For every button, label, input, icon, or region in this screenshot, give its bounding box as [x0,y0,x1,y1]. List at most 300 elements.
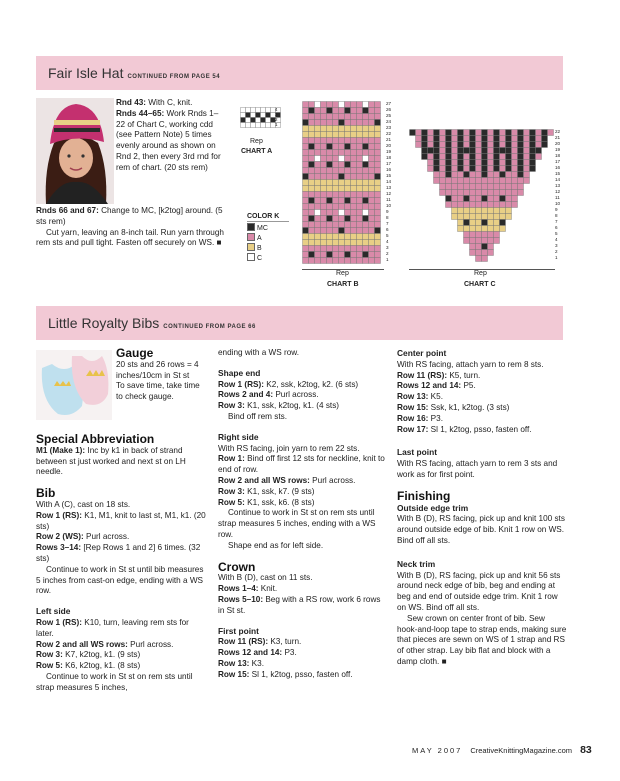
chart-c-cell [428,166,434,172]
chart-c-cell [518,178,524,184]
chart-c-cell [464,184,470,190]
chart-c-cell [470,172,476,178]
chart-b-cell [339,144,345,150]
chart-b-cell [303,198,309,204]
row-number: 3 [555,243,558,248]
row-number: 5 [555,231,558,236]
chart-c-cell [488,214,494,220]
chart-c-cell [452,214,458,220]
chart-b-cell [345,246,351,252]
chart-b-cell [351,204,357,210]
chart-c-cell [470,238,476,244]
chart-b-cell [333,180,339,186]
chart-b-cell [339,150,345,156]
chart-c-cell [428,136,434,142]
chart-c-cell [530,166,536,172]
chart-b-cell [327,246,333,252]
chart-c-cell [524,136,530,142]
chart-c-cell [488,250,494,256]
chart-c-cell [464,136,470,142]
chart-b-cell [363,198,369,204]
chart-c-cell [452,130,458,136]
chart-b-cell [315,216,321,222]
chart-b-cell [369,222,375,228]
chart-b-cell [333,162,339,168]
chart-c-cell [482,232,488,238]
chart-b-cell [369,138,375,144]
chart-b-cell [303,258,309,264]
chart-c-cell [470,196,476,202]
chart-c-cell [440,142,446,148]
chart-b-cell [375,126,381,132]
chart-c-cell [506,130,512,136]
chart-b-cell [363,216,369,222]
chart-c-cell [500,148,506,154]
row-number: 26 [386,107,392,112]
chart-b-cell [357,114,363,120]
chart-c-cell [524,148,530,154]
chart-b-cell [309,204,315,210]
chart-b-cell [363,114,369,120]
chart-c-cell [458,226,464,232]
chart-b-cell [327,102,333,108]
chart-b-cell [375,108,381,114]
chart-c-cell [500,154,506,160]
chart-c-cell [494,208,500,214]
chart-b-cell [333,222,339,228]
chart-c-cell [446,184,452,190]
row-number: 27 [386,101,392,106]
chart-b-cell [303,186,309,192]
chart-a-row-numbers [275,107,278,127]
chart-c-cell [476,178,482,184]
chart-b-cell [345,204,351,210]
chart-b-cell [303,138,309,144]
chart-c-cell [452,178,458,184]
chart-a-cell [251,118,256,123]
chart-b-cell [375,222,381,228]
chart-b-cell [315,198,321,204]
chart-c-cell [506,166,512,172]
chart-b-cell [357,120,363,126]
chart-b-cell [375,162,381,168]
chart-b-cell [357,246,363,252]
chart-b [302,101,384,267]
chart-b-cell [327,228,333,234]
chart-c-cell [464,172,470,178]
chart-b-cell [339,108,345,114]
row-number: 13 [555,183,561,188]
chart-c-cell [440,166,446,172]
chart-c-cell [476,136,482,142]
chart-c-cell [506,178,512,184]
chart-b-cell [327,156,333,162]
row-number: 19 [386,149,392,154]
chart-c-cell [512,190,518,196]
chart-b-cell [345,150,351,156]
chart-b-cell [357,222,363,228]
chart-b-cell [315,228,321,234]
chart-c-cell [524,166,530,172]
chart-b-rep: Rep [336,270,349,277]
chart-b-cell [339,252,345,258]
chart-b-cell [369,132,375,138]
chart-c-cell [458,142,464,148]
chart-a-cell [241,123,246,128]
row-number: 4 [555,237,558,242]
chart-b-cell [303,192,309,198]
row-number: 20 [555,141,561,146]
row-number: 14 [386,179,392,184]
last-point-heading: Last point [397,447,438,458]
chart-a-cell [266,118,271,123]
chart-b-cell [351,150,357,156]
chart-b-cell [357,186,363,192]
chart-c-cell [494,148,500,154]
chart-a-cell [256,118,261,123]
chart-b-cell [363,174,369,180]
chart-b-cell [327,222,333,228]
chart-b-cell [309,222,315,228]
chart-c-cell [446,130,452,136]
chart-c-cell [482,172,488,178]
chart-c-cell [446,166,452,172]
chart-c-cell [464,130,470,136]
chart-b-cell [333,234,339,240]
chart-b-cell [351,192,357,198]
chart-b-cell [351,156,357,162]
chart-c-cell [482,226,488,232]
chart-a-cell [266,113,271,118]
chart-c-cell [440,178,446,184]
bib-heading: Bib [36,486,56,501]
chart-c-cell [422,142,428,148]
chart-b-cell [369,228,375,234]
chart-b-cell [369,216,375,222]
row-number: 8 [386,215,389,220]
chart-c-cell [476,184,482,190]
chart-b-cell [351,234,357,240]
chart-c-cell [488,154,494,160]
chart-c-cell [494,214,500,220]
chart-a-label: CHART A [241,148,273,155]
chart-b-cell [315,234,321,240]
chart-b-cell [339,258,345,264]
chart-b-cell [357,258,363,264]
chart-b-cell [351,174,357,180]
chart-b-cell [321,186,327,192]
row-number: 22 [386,131,392,136]
chart-c-cell [440,184,446,190]
chart-b-cell [375,228,381,234]
chart-b-cell [369,210,375,216]
chart-b-cell [303,228,309,234]
chart-c-cell [488,238,494,244]
chart-b-cell [333,198,339,204]
chart-b-cell [315,114,321,120]
chart-b-cell [357,156,363,162]
chart-c-cell [482,178,488,184]
chart-b-cell [369,120,375,126]
chart-b-cell [315,204,321,210]
chart-c-cell [530,130,536,136]
first-point-heading: First point [218,625,259,636]
chart-b-cell [375,168,381,174]
chart-b-cell [303,168,309,174]
chart-c-cell [488,166,494,172]
chart-c-cell [476,202,482,208]
center-point-heading: Center point [397,348,447,358]
chart-b-cell [369,258,375,264]
chart-b-cell [309,180,315,186]
chart-b-cell [315,210,321,216]
chart-c-cell [506,214,512,220]
chart-c-cell [482,256,488,262]
chart-b-cell [327,144,333,150]
chart-b-cell [321,132,327,138]
chart-b-cell [333,132,339,138]
chart-b-cell [321,192,327,198]
chart-b-cell [321,222,327,228]
chart-c-cell [476,160,482,166]
chart-b-cell [309,132,315,138]
chart-c-cell [488,208,494,214]
row-number: 2 [555,249,558,254]
chart-c-cell [470,142,476,148]
chart-c-cell [416,136,422,142]
chart-a-cell [251,123,256,128]
chart-b-cell [309,120,315,126]
left-side-heading: Left side [36,606,71,617]
chart-b-cell [333,168,339,174]
row-number: 14 [555,177,561,182]
abbr-heading: Special Abbreviation [36,432,155,446]
chart-b-cell [339,156,345,162]
chart-b-cell [357,108,363,114]
chart-c-cell [464,178,470,184]
chart-c-cell [494,220,500,226]
chart-a-cell [261,118,266,123]
chart-b-cell [357,198,363,204]
chart-b-cell [351,168,357,174]
chart-c-cell [512,172,518,178]
chart-b-cell [315,144,321,150]
chart-b-cell [351,102,357,108]
chart-b-cell [327,162,333,168]
key-b: B [247,243,289,253]
chart-b-cell [363,102,369,108]
chart-c-cell [500,196,506,202]
chart-c-cell [410,130,416,136]
chart-c-cell [452,154,458,160]
chart-b-cell [327,168,333,174]
chart-c-cell [494,166,500,172]
chart-c-cell [482,244,488,250]
chart-b-cell [369,252,375,258]
chart-b-cell [351,114,357,120]
chart-c-cell [458,172,464,178]
row-number: 3 [386,245,389,250]
chart-b-cell [309,174,315,180]
chart-b-cell [369,168,375,174]
chart-b-cell [357,204,363,210]
chart-b-cell [333,144,339,150]
chart-b-cell [309,228,315,234]
chart-b-cell [315,168,321,174]
chart-b-cell [339,186,345,192]
row-number: 18 [555,153,561,158]
chart-b-cell [309,114,315,120]
chart-b-cell [321,162,327,168]
chart-b-cell [357,168,363,174]
chart-b-cell [345,252,351,258]
chart-c-cell [416,130,422,136]
chart-c-cell [506,160,512,166]
chart-c-cell [434,178,440,184]
chart-c-cell [446,154,452,160]
chart-c-cell [536,148,542,154]
chart-b-cell [357,240,363,246]
chart-b-cell [339,198,345,204]
chart-b-cell [321,102,327,108]
chart-b-cell [351,138,357,144]
chart-b-cell [375,174,381,180]
chart-b-cell [309,102,315,108]
chart-b-cell [303,222,309,228]
row-number: 10 [386,203,392,208]
chart-b-cell [315,186,321,192]
chart-b-cell [369,192,375,198]
chart-b-cell [327,132,333,138]
chart-c-cell [446,202,452,208]
chart-c-cell [536,154,542,160]
chart-b-cell [357,150,363,156]
chart-c-cell [482,166,488,172]
chart-b-cell [321,234,327,240]
chart-b-cell [333,108,339,114]
chart-c-cell [458,178,464,184]
chart-b-cell [321,126,327,132]
chart-b-cell [357,180,363,186]
chart-c-cell [428,130,434,136]
chart-c-cell [548,130,554,136]
chart-c-cell [506,172,512,178]
chart-b-cell [321,108,327,114]
chart-b-cell [345,180,351,186]
chart-b-cell [375,234,381,240]
chart-c-cell [470,226,476,232]
chart-b-cell [327,252,333,258]
bibs-section-header [36,306,563,340]
chart-c-cell [452,184,458,190]
chart-c-cell [506,154,512,160]
chart-c-cell [482,154,488,160]
chart-b-cell [333,204,339,210]
row-number: 15 [555,171,561,176]
chart-c-cell [530,148,536,154]
hat-photo [36,98,114,204]
bibs-photo [36,350,112,420]
row-number: 22 [555,129,561,134]
chart-b-cell [333,252,339,258]
chart-b-cell [303,126,309,132]
chart-c-cell [512,136,518,142]
chart-b-cell [303,216,309,222]
chart-c-cell [494,196,500,202]
chart-b-cell [357,210,363,216]
chart-b-cell [321,258,327,264]
chart-b-cell [309,198,315,204]
chart-c-cell [482,250,488,256]
chart-c-cell [434,130,440,136]
chart-c-cell [512,196,518,202]
chart-b-cell [303,114,309,120]
chart-b-cell [309,162,315,168]
chart-c-cell [500,184,506,190]
chart-b-cell [375,246,381,252]
chart-c-cell [500,208,506,214]
row-number: 20 [386,143,392,148]
chart-b-cell [369,174,375,180]
chart-b-cell [339,114,345,120]
chart-a-cell [266,108,271,113]
chart-c-cell [476,166,482,172]
chart-b-cell [327,186,333,192]
neck-trim-heading: Neck trim [397,558,436,569]
chart-b-cell [339,240,345,246]
chart-b-cell [333,192,339,198]
chart-c-cell [464,208,470,214]
chart-c-cell [506,148,512,154]
crown-heading: Crown [218,559,256,574]
chart-c-cell [434,148,440,154]
chart-b-cell [369,156,375,162]
chart-b-cell [357,252,363,258]
row-number: 7 [386,221,389,226]
chart-a-cell [251,108,256,113]
chart-b-cell [375,150,381,156]
chart-b-cell [345,162,351,168]
chart-b-cell [315,126,321,132]
row-number: 16 [555,165,561,170]
chart-c-cell [506,142,512,148]
chart-c-cell [488,184,494,190]
chart-b-cell [351,120,357,126]
chart-b-cell [309,144,315,150]
bibs-title: Little Royalty Bibs CONTINUED FROM PAGE 66 [48,315,256,331]
chart-c-cell [488,172,494,178]
chart-a-cell [261,108,266,113]
chart-c-cell [452,136,458,142]
chart-c-cell [494,130,500,136]
chart-c-cell [494,136,500,142]
chart-c-rep: Rep [474,270,487,277]
chart-b-cell [375,258,381,264]
chart-b-cell [327,150,333,156]
chart-c-cell [512,142,518,148]
chart-c-cell [470,166,476,172]
chart-b-cell [333,150,339,156]
chart-c-cell [500,130,506,136]
chart-b-cell [321,144,327,150]
chart-b-cell [345,216,351,222]
chart-c-cell [542,142,548,148]
chart-a-cell [241,113,246,118]
chart-a-cell [266,123,271,128]
chart-b-cell [363,168,369,174]
gauge-heading: Gauge [116,346,154,360]
chart-b-cell [375,198,381,204]
